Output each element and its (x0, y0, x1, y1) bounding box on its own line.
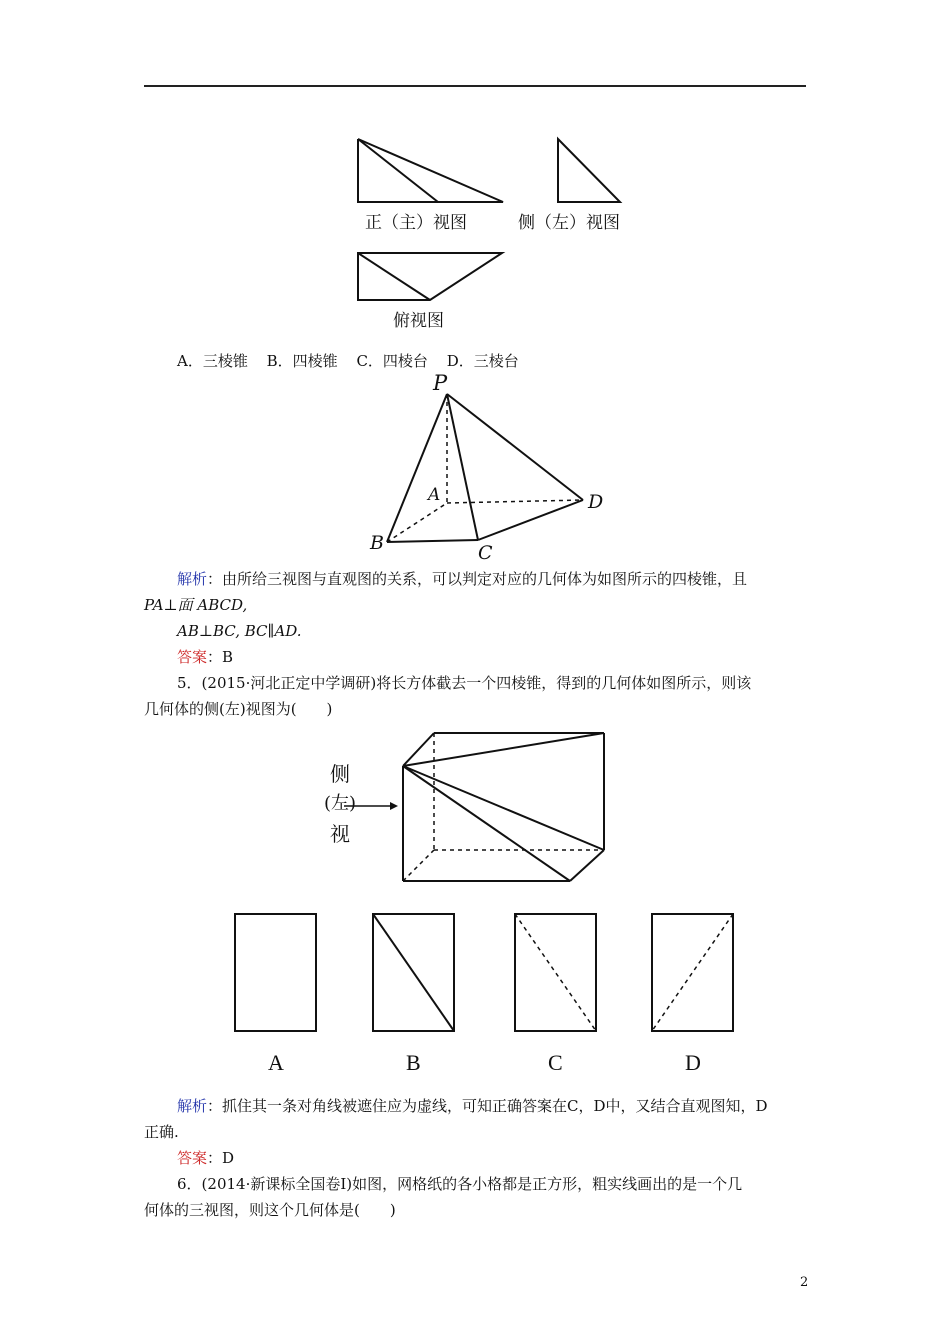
front-view-shape (358, 139, 503, 202)
vertex-c: C (478, 542, 493, 564)
choice-d-label: D (685, 1050, 701, 1075)
option-d: D．三棱台 (446, 352, 519, 370)
pyramid-figure (387, 394, 583, 542)
answer-value: ：B (207, 648, 234, 666)
q6-line1: 6．(2014·新课标全国卷Ⅰ)如图，网格纸的各小格都是正方形，粗实线画出的是一个几 (177, 1175, 743, 1193)
choice-b-label: B (406, 1050, 421, 1075)
page-number: 2 (800, 1275, 809, 1290)
box-figure (344, 733, 604, 881)
choice-boxes (235, 914, 733, 1031)
side-view-char-2: (左) (324, 793, 357, 814)
vertex-a: A (428, 485, 441, 505)
q4-explain-line2: PA⊥面 ABCD, (144, 596, 248, 614)
answer-tag: 答案 (177, 648, 208, 666)
top-view-shape (358, 253, 502, 300)
q5-explain-line2: 正确. (144, 1123, 179, 1141)
explain-text: ：抓住其一条对角线被遮住应为虚线，可知正确答案在C，D中，又结合直观图知，D (207, 1097, 768, 1115)
choice-a-box (235, 914, 316, 1031)
q4-explain-line1 (177, 568, 747, 590)
vertex-b: B (370, 532, 384, 554)
option-c: C．四棱台 (356, 352, 428, 370)
choice-c-label: C (548, 1050, 563, 1075)
vertex-d: D (588, 491, 604, 513)
q5-answer (177, 1147, 234, 1169)
answer-value: ：D (207, 1149, 235, 1167)
option-b: B．四棱锥 (266, 352, 338, 370)
vertex-p: P (433, 371, 448, 395)
explain-tag: 解析 (177, 570, 208, 588)
q5-line2: 几何体的侧(左)视图为( ) (144, 700, 333, 718)
answer-tag: 答案 (177, 1149, 208, 1167)
side-view-char-1: 侧 (330, 762, 350, 786)
q4-options (177, 350, 533, 371)
option-a: A．三棱锥 (177, 352, 248, 370)
front-view-label: 正（主）视图 (365, 213, 467, 233)
q4-answer (177, 646, 233, 668)
q5-explain-line1 (177, 1095, 768, 1117)
side-view-label: 侧（左）视图 (518, 213, 620, 233)
side-view-shape (558, 139, 620, 202)
choice-a-label: A (268, 1050, 284, 1075)
side-view-char-3: 视 (330, 822, 350, 846)
q4-explain-line3: AB⊥BC, BC∥AD. (177, 622, 302, 640)
top-view-label: 俯视图 (393, 311, 444, 331)
explain-tag: 解析 (177, 1097, 208, 1115)
q5-line1: 5．(2015·河北正定中学调研)将长方体截去一个四棱锥，得到的几何体如图所示，则该 (177, 674, 752, 692)
explain-text: ：由所给三视图与直观图的关系，可以判定对应的几何体为如图所示的四棱锥，且 (207, 570, 748, 588)
q6-line2: 何体的三视图，则这个几何体是( ) (144, 1201, 396, 1219)
